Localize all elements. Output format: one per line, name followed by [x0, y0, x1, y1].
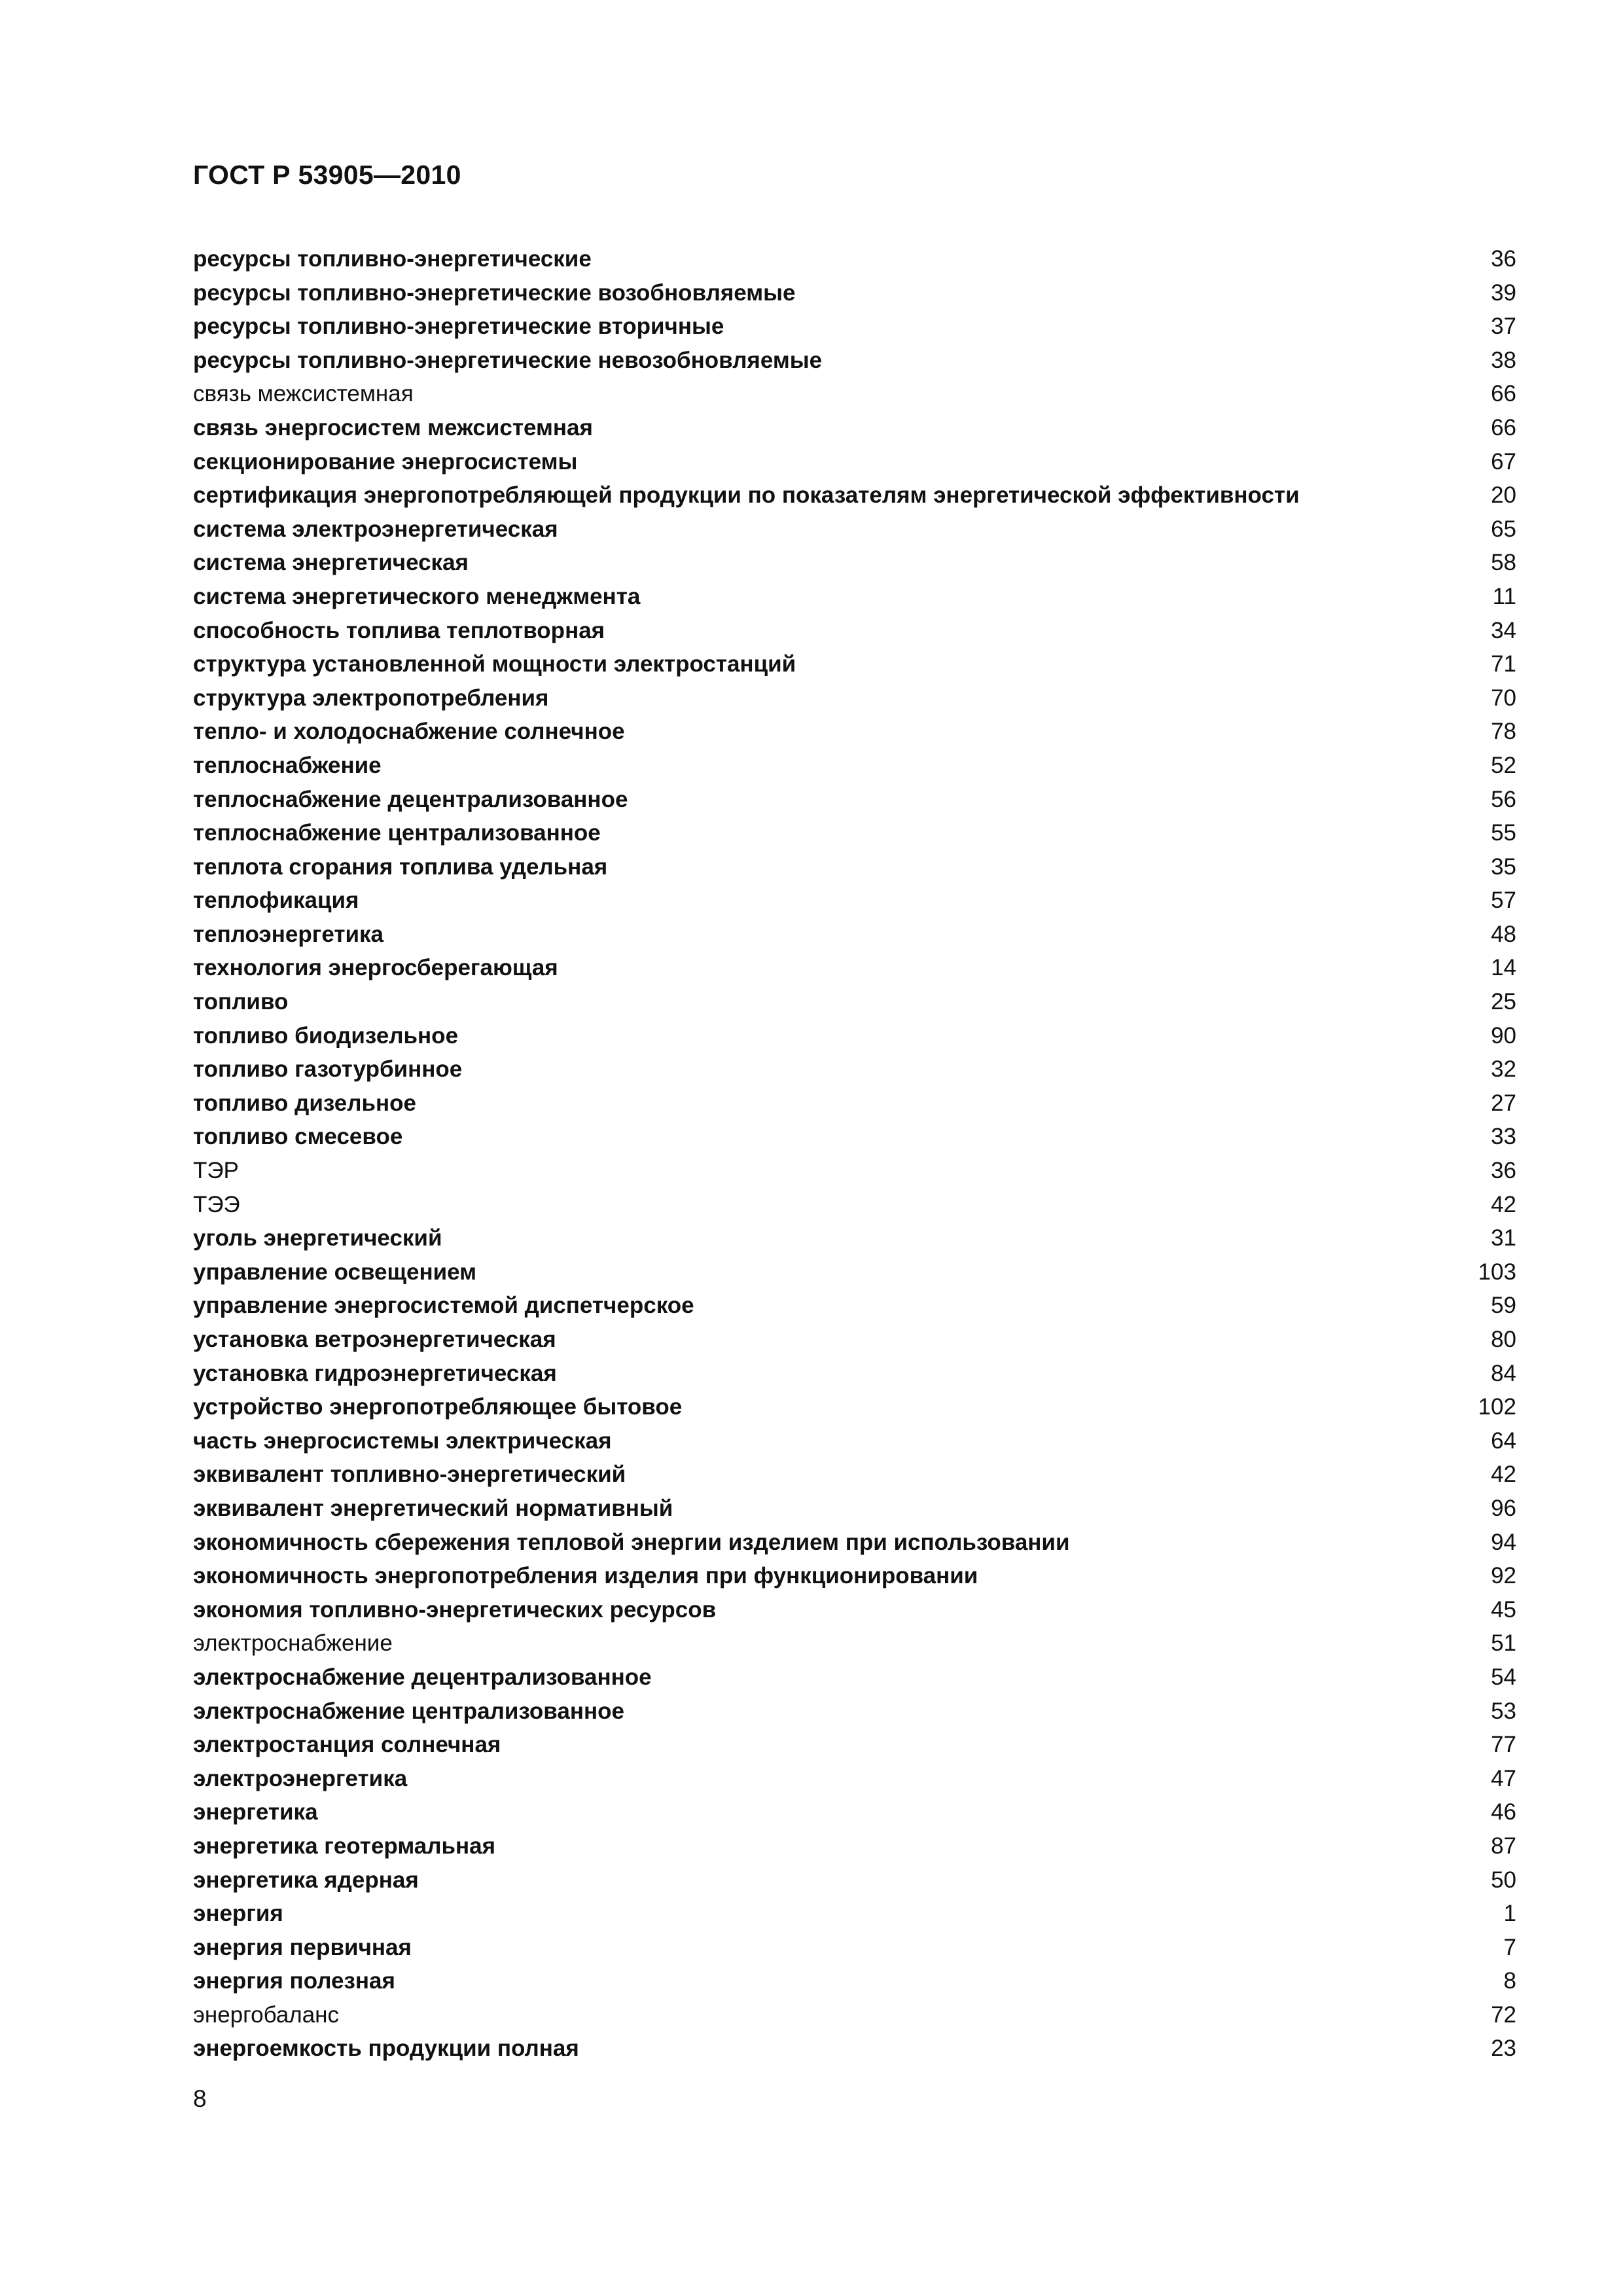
index-term: теплота сгорания топлива удельная	[193, 853, 608, 880]
term-number: 34	[1491, 617, 1516, 643]
index-entry	[193, 1458, 1516, 1492]
index-entry	[193, 1289, 1516, 1323]
index-term: теплоснабжение	[193, 752, 382, 778]
index-term: топливо	[193, 989, 289, 1015]
index-term: энергоемкость продукции полная	[193, 2036, 579, 2062]
index-term: эквивалент энергетический нормативный	[193, 1495, 673, 1521]
index-entry	[193, 512, 1516, 547]
index-entry	[193, 1526, 1516, 1560]
term-number: 59	[1491, 1293, 1516, 1319]
index-entry	[193, 1863, 1516, 1897]
index-entry	[193, 1154, 1516, 1188]
term-number: 53	[1491, 1698, 1516, 1724]
index-term: ресурсы топливно-энергетические возобновляемые	[193, 279, 796, 306]
index-entry	[193, 1626, 1516, 1660]
term-number: 94	[1491, 1529, 1516, 1555]
term-number: 31	[1491, 1225, 1516, 1251]
index-entry	[193, 850, 1516, 884]
term-number: 55	[1491, 820, 1516, 846]
index-entry	[193, 445, 1516, 479]
index-entry	[193, 276, 1516, 310]
index-term: электростанция солнечная	[193, 1732, 501, 1758]
term-number: 32	[1491, 1056, 1516, 1083]
index-term: теплофикация	[193, 888, 359, 914]
index-entry	[193, 1424, 1516, 1458]
index-entry	[193, 1390, 1516, 1424]
index-term: структура установленной мощности электростанций	[193, 651, 796, 677]
term-number: 39	[1491, 279, 1516, 306]
index-entry	[193, 681, 1516, 715]
index-term: эквивалент топливно-энергетический	[193, 1462, 626, 1488]
term-number: 102	[1478, 1394, 1516, 1420]
index-term: тепло- и холодоснабжение солнечное	[193, 719, 625, 745]
term-number: 1	[1503, 1901, 1516, 1927]
index-entry	[193, 1728, 1516, 1762]
term-number: 7	[1503, 1934, 1516, 1960]
index-term: энергетика ядерная	[193, 1867, 419, 1893]
term-number: 8	[1503, 1968, 1516, 1994]
index-entry	[193, 749, 1516, 783]
index-entry	[193, 783, 1516, 817]
term-number: 27	[1491, 1090, 1516, 1116]
page-number: 8	[193, 2085, 207, 2112]
index-term: управление энергосистемой диспетчерское	[193, 1293, 694, 1319]
term-number: 46	[1491, 1799, 1516, 1825]
index-term: электроэнергетика	[193, 1765, 408, 1791]
index-term: электроснабжение	[193, 1630, 393, 1657]
index-term: экономичность сбережения тепловой энергии изделием при использовании	[193, 1529, 1070, 1555]
term-number: 42	[1491, 1462, 1516, 1488]
index-term: энергетика	[193, 1799, 318, 1825]
term-number: 78	[1491, 719, 1516, 745]
index-entry	[193, 1829, 1516, 1863]
term-number: 37	[1491, 314, 1516, 340]
term-number: 54	[1491, 1664, 1516, 1690]
term-number: 14	[1491, 955, 1516, 981]
index-entry	[193, 1593, 1516, 1627]
index-term: ресурсы топливно-энергетические	[193, 246, 592, 272]
term-number: 48	[1491, 921, 1516, 947]
term-number: 52	[1491, 752, 1516, 778]
index-term: топливо смесевое	[193, 1124, 403, 1150]
index-entry	[193, 715, 1516, 749]
index-term: теплоснабжение централизованное	[193, 820, 601, 846]
index-entry	[193, 242, 1516, 276]
index-term: система электроэнергетическая	[193, 516, 558, 542]
index-entry	[193, 580, 1516, 614]
term-number: 66	[1491, 381, 1516, 407]
term-number: 23	[1491, 2036, 1516, 2062]
index-term: часть энергосистемы электрическая	[193, 1427, 612, 1454]
index-term: способность топлива теплотворная	[193, 617, 605, 643]
index-term: система энергетическая	[193, 550, 469, 576]
document-header: ГОСТ Р 53905—2010	[193, 160, 461, 190]
index-term: энергобаланс	[193, 2001, 340, 2028]
index-entry	[193, 951, 1516, 985]
term-number: 35	[1491, 853, 1516, 880]
index-entry	[193, 1998, 1516, 2032]
index-entry	[193, 1086, 1516, 1121]
term-number: 47	[1491, 1765, 1516, 1791]
index-entry	[193, 1120, 1516, 1154]
term-number: 42	[1491, 1191, 1516, 1217]
term-number: 58	[1491, 550, 1516, 576]
term-number: 87	[1491, 1833, 1516, 1859]
term-number: 103	[1478, 1259, 1516, 1285]
index-entry	[193, 1695, 1516, 1729]
index-entry	[193, 1559, 1516, 1593]
index-entry	[193, 918, 1516, 952]
term-number: 36	[1491, 246, 1516, 272]
index-entry	[193, 411, 1516, 445]
term-number: 70	[1491, 685, 1516, 711]
term-number: 45	[1491, 1596, 1516, 1623]
index-term: топливо дизельное	[193, 1090, 416, 1116]
index-entry	[193, 478, 1516, 512]
term-number: 65	[1491, 516, 1516, 542]
index-term: технология энергосберегающая	[193, 955, 558, 981]
index-term: энергия полезная	[193, 1968, 395, 1994]
index-term: структура электропотребления	[193, 685, 549, 711]
index-term: электроснабжение централизованное	[193, 1698, 624, 1724]
index-term: ресурсы топливно-энергетические вторичные	[193, 314, 724, 340]
term-number: 25	[1491, 989, 1516, 1015]
term-number: 96	[1491, 1495, 1516, 1521]
term-number: 67	[1491, 448, 1516, 475]
index-term: топливо газотурбинное	[193, 1056, 463, 1083]
index-entry	[193, 1221, 1516, 1255]
index-term: установка гидроэнергетическая	[193, 1360, 557, 1386]
term-number: 84	[1491, 1360, 1516, 1386]
index-term: теплоснабжение децентрализованное	[193, 786, 628, 812]
term-number: 33	[1491, 1124, 1516, 1150]
term-number: 92	[1491, 1563, 1516, 1589]
index-term: установка ветроэнергетическая	[193, 1327, 556, 1352]
term-number: 20	[1491, 482, 1516, 509]
index-entry	[193, 1795, 1516, 1829]
index-term: секционирование энергосистемы	[193, 448, 578, 475]
term-number: 71	[1491, 651, 1516, 677]
term-number: 77	[1491, 1732, 1516, 1758]
index-entry	[193, 647, 1516, 681]
term-index-list	[193, 242, 1516, 2066]
term-number: 90	[1491, 1022, 1516, 1049]
index-entry	[193, 377, 1516, 411]
index-term: связь межсистемная	[193, 381, 414, 407]
index-entry	[193, 1660, 1516, 1695]
term-number: 64	[1491, 1427, 1516, 1454]
term-number: 56	[1491, 786, 1516, 812]
index-entry	[193, 1323, 1516, 1357]
index-entry	[193, 1188, 1516, 1222]
index-entry	[193, 310, 1516, 344]
index-entry	[193, 1931, 1516, 1965]
term-number: 72	[1491, 2001, 1516, 2028]
index-entry	[193, 614, 1516, 648]
index-entry	[193, 1255, 1516, 1289]
index-entry	[193, 2032, 1516, 2066]
index-entry	[193, 546, 1516, 580]
index-term: управление освещением	[193, 1259, 477, 1285]
index-term: ресурсы топливно-энергетические невозобновляемые	[193, 347, 823, 373]
index-term: ТЭР	[193, 1158, 239, 1184]
index-entry	[193, 1762, 1516, 1796]
index-term: уголь энергетический	[193, 1225, 442, 1251]
index-term: теплоэнергетика	[193, 921, 383, 947]
index-term: энергия первичная	[193, 1934, 412, 1960]
index-entry	[193, 816, 1516, 850]
index-entry	[193, 1964, 1516, 1998]
term-number: 50	[1491, 1867, 1516, 1893]
index-term: топливо биодизельное	[193, 1022, 459, 1049]
index-term: ТЭЭ	[193, 1191, 240, 1217]
index-entry	[193, 1019, 1516, 1053]
index-entry	[193, 884, 1516, 918]
term-number: 11	[1492, 583, 1516, 609]
index-term: система энергетического менеджмента	[193, 583, 641, 609]
term-number: 36	[1491, 1158, 1516, 1184]
index-entry	[193, 344, 1516, 378]
index-entry	[193, 1052, 1516, 1086]
index-term: устройство энергопотребляющее бытовое	[193, 1394, 683, 1420]
index-term: сертификация энергопотребляющей продукции по показателям энергетической эффективности	[193, 482, 1300, 509]
index-term: энергетика геотермальная	[193, 1833, 496, 1859]
index-term: электроснабжение децентрализованное	[193, 1664, 652, 1690]
index-term: экономия топливно-энергетических ресурсов	[193, 1596, 717, 1623]
term-number: 80	[1491, 1327, 1516, 1352]
index-entry	[193, 1492, 1516, 1526]
index-entry	[193, 1897, 1516, 1931]
index-term: энергия	[193, 1901, 283, 1927]
index-term: связь энергосистем межсистемная	[193, 414, 593, 440]
term-number: 66	[1491, 414, 1516, 440]
index-entry	[193, 1357, 1516, 1391]
term-number: 51	[1491, 1630, 1516, 1657]
term-number: 38	[1491, 347, 1516, 373]
term-number: 57	[1491, 888, 1516, 914]
index-term: экономичность энергопотребления изделия при функционировании	[193, 1563, 978, 1589]
index-entry	[193, 985, 1516, 1019]
